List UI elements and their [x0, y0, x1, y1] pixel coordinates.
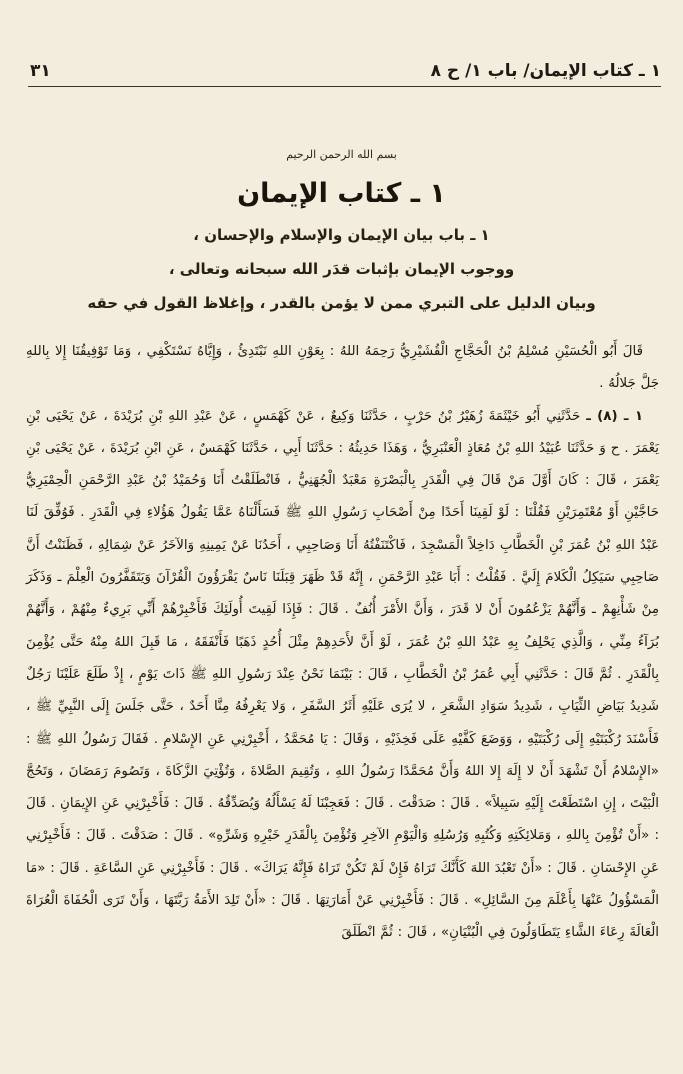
hadith-paragraph	[26, 401, 659, 950]
chapter-heading-line-2: ووجوب الإيمان بإثبات قدَر الله سبحانه وتعالى ،	[168, 260, 515, 278]
hadith-number: ١ ـ (٨) ـ	[586, 408, 643, 424]
book-title: ١ ـ كتاب الإيمان	[237, 178, 446, 209]
basmala: بسم الله الرحمن الرحيم	[286, 148, 397, 161]
body-text	[26, 336, 659, 950]
chapter-heading-line-1: ١ ـ باب بيان الإيمان والإسلام والإحسان ،	[193, 226, 490, 244]
chapter-heading-line-3: وبيان الدليل على التبري ممن لا يؤمن بالقدر ، وإغلاظ القول في حقه	[87, 294, 596, 312]
page-number: ٣١	[30, 61, 51, 81]
running-header	[30, 58, 661, 84]
header-rule	[28, 86, 661, 87]
running-head: ١ ـ كتاب الإيمان/ باب ١/ ح ٨	[430, 61, 661, 81]
intro-paragraph: قَالَ أَبُو الْحُسَيْنِ مُسْلِمُ بْنُ الْحَجَّاجِ الْقُشَيْرِيُّ رَحِمَهُ اللهُ : بِعَوْنِ اللهِ نَبْتَدِئُ ، وَإِيَّاهُ نَسْتَكْفِي ، وَمَا تَوْفِيقُنَا إِلا بِاللهِ جَلَّ جَلالُهُ .	[26, 344, 659, 392]
hadith-text: حَدَّثَنِي أَبُو خَيْثَمَةَ زُهَيْرُ بْنُ حَرْبٍ ، حَدَّثَنَا وَكِيعٌ ، عَنْ كَهْمَسٍ ، عَنْ عَبْدِ اللهِ بْنِ بُرَيْدَةَ ، عَنْ يَحْيَى بْنِ يَعْمَرَ . ح وَ حَدَّثَنَا عُبَيْدُ اللهِ بْنُ مُعَاذٍ الْعَنْبَرِيُّ ، وَهَذَا حَدِيثُهُ : حَدَّثَنَا أَبِي ، حَدَّثَنَا كَهْمَسٌ ، عَنِ ابْنِ بُرَيْدَةَ ، عَنْ يَحْيَى بْنِ يَعْمَرَ ، قَالَ : كَانَ أَوَّلَ مَنْ قَالَ فِي الْقَدَرِ بِالْبَصْرَةِ مَعْبَدٌ الْجُهَنِيُّ ، فَانْطَلَقْتُ أَنَا وَحُمَيْدُ بْنُ عَبْدِ الرَّحْمَنِ الْحِمْيَرِيُّ حَاجَّيْنِ أَوْ مُعْتَمِرَيْنِ فَقُلْنَا : لَوْ لَقِينَا أَحَدًا مِنْ أَصْحَابِ رَسُولِ اللهِ ﷺ فَسَأَلْنَاهُ عَمَّا يَقُولُ هَؤُلاءِ فِي الْقَدَرِ . فَوُفِّقَ لَنَا عَبْدُ اللهِ بْنُ عُمَرَ بْنِ الْخَطَّابِ دَاخِلاً الْمَسْجِدَ ، فَاكْتَنَفْتُهُ أَنَا وَصَاحِبِي ، أَحَدُنَا عَنْ يَمِينِهِ وَالآخَرُ عَنْ شِمَالِهِ ، فَظَنَنْتُ أَنَّ صَاحِبِي سَيَكِلُ الْكَلامَ إِلَيَّ . فَقُلْتُ : أَبَا عَبْدِ الرَّحْمَنِ ، إِنَّهُ قَدْ ظَهَرَ قِبَلَنَا نَاسٌ يَقْرَؤُونَ الْقُرْآنَ وَيَتَقَفَّرُونَ الْعِلْمَ ـ وَذَكَرَ مِنْ شَأْنِهِمْ ـ وَأَنَّهُمْ يَزْعُمُونَ أَنْ لا قَدَرَ ، وَأَنَّ الأَمْرَ أُنُفٌ . قَالَ : فَإِذَا لَقِيتَ أُولَئِكَ فَأَخْبِرْهُمْ أَنِّي بَرِيءٌ مِنْهُمْ ، وَأَنَّهُمْ بُرَآءُ مِنِّي ، وَالَّذِي يَحْلِفُ بِهِ عَبْدُ اللهِ بْنُ عُمَرَ ، لَوْ أَنَّ لأَحَدِهِمْ مِثْلَ أُحُدٍ ذَهَبًا فَأَنْفَقَهُ ، مَا قَبِلَ اللهُ مِنْهُ حَتَّى يُؤْمِنَ بِالْقَدَرِ . ثُمَّ قَالَ : حَدَّثَنِي أَبِي عُمَرُ بْنُ الْخَطَّابِ ، قَالَ : بَيْنَمَا نَحْنُ عِنْدَ رَسُولِ اللهِ ﷺ ذَاتَ يَوْمٍ ، إِذْ طَلَعَ عَلَيْنَا رَجُلٌ شَدِيدُ بَيَاضِ الثِّيَابِ ، شَدِيدُ سَوَادِ الشَّعَرِ ، لا يُرَى عَلَيْهِ أَثَرُ السَّفَرِ ، وَلا يَعْرِفُهُ مِنَّا أَحَدٌ ، حَتَّى جَلَسَ إِلَى النَّبِيِّ ﷺ ، فَأَسْنَدَ رُكْبَتَيْهِ إِلَى رُكْبَتَيْهِ ، وَوَضَعَ كَفَّيْهِ عَلَى فَخِذَيْهِ ، وَقَالَ : يَا مُحَمَّدُ ، أَخْبِرْنِي عَنِ الإِسْلامِ . فَقَالَ رَسُولُ اللهِ ﷺ : «الإِسْلامُ أَنْ تَشْهَدَ أَنْ لا إِلَهَ إِلا اللهُ وَأَنَّ مُحَمَّدًا رَسُولُ اللهِ ، وَتُقِيمَ الصَّلاةَ ، وَتُؤْتِيَ الزَّكَاةَ ، وَتَصُومَ رَمَضَانَ ، وَتَحُجَّ الْبَيْتَ ، إِنِ اسْتَطَعْتَ إِلَيْهِ سَبِيلاً» . قَالَ : صَدَقْتَ . قَالَ : فَعَجِبْنَا لَهُ يَسْأَلُهُ وَيُصَدِّقُهُ . قَالَ : فَأَخْبِرْنِي عَنِ الإِيمَانِ . قَالَ : «أَنْ تُؤْمِنَ بِاللهِ ، وَمَلائِكَتِهِ وَكُتُبِهِ وَرُسُلِهِ وَالْيَوْمِ الآخِرِ وَتُؤْمِنَ بِالْقَدَرِ خَيْرِهِ وَشَرِّهِ» . قَالَ : صَدَقْتَ . قَالَ : فَأَخْبِرْنِي عَنِ الإِحْسَانِ . قَالَ : «أَنْ تَعْبُدَ اللهَ كَأَنَّكَ تَرَاهُ فَإِنْ لَمْ تَكُنْ تَرَاهُ فَإِنَّهُ يَرَاكَ» . قَالَ : فَأَخْبِرْنِي عَنِ السَّاعَةِ . قَالَ : «مَا الْمَسْؤُولُ عَنْهَا بِأَعْلَمَ مِنَ السَّائِلِ» . قَالَ : فَأَخْبِرْنِي عَنْ أَمَارَتِهَا . قَالَ : «أَنْ تَلِدَ الأَمَةُ رَبَّتَهَا ، وَأَنْ تَرَى الْحُفَاةَ الْعُرَاةَ الْعَالَةَ رِعَاءَ الشَّاءِ يَتَطَاوَلُونَ فِي الْبُنْيَانِ» ، قَالَ : ثُمَّ انْطَلَقَ	[26, 408, 659, 941]
